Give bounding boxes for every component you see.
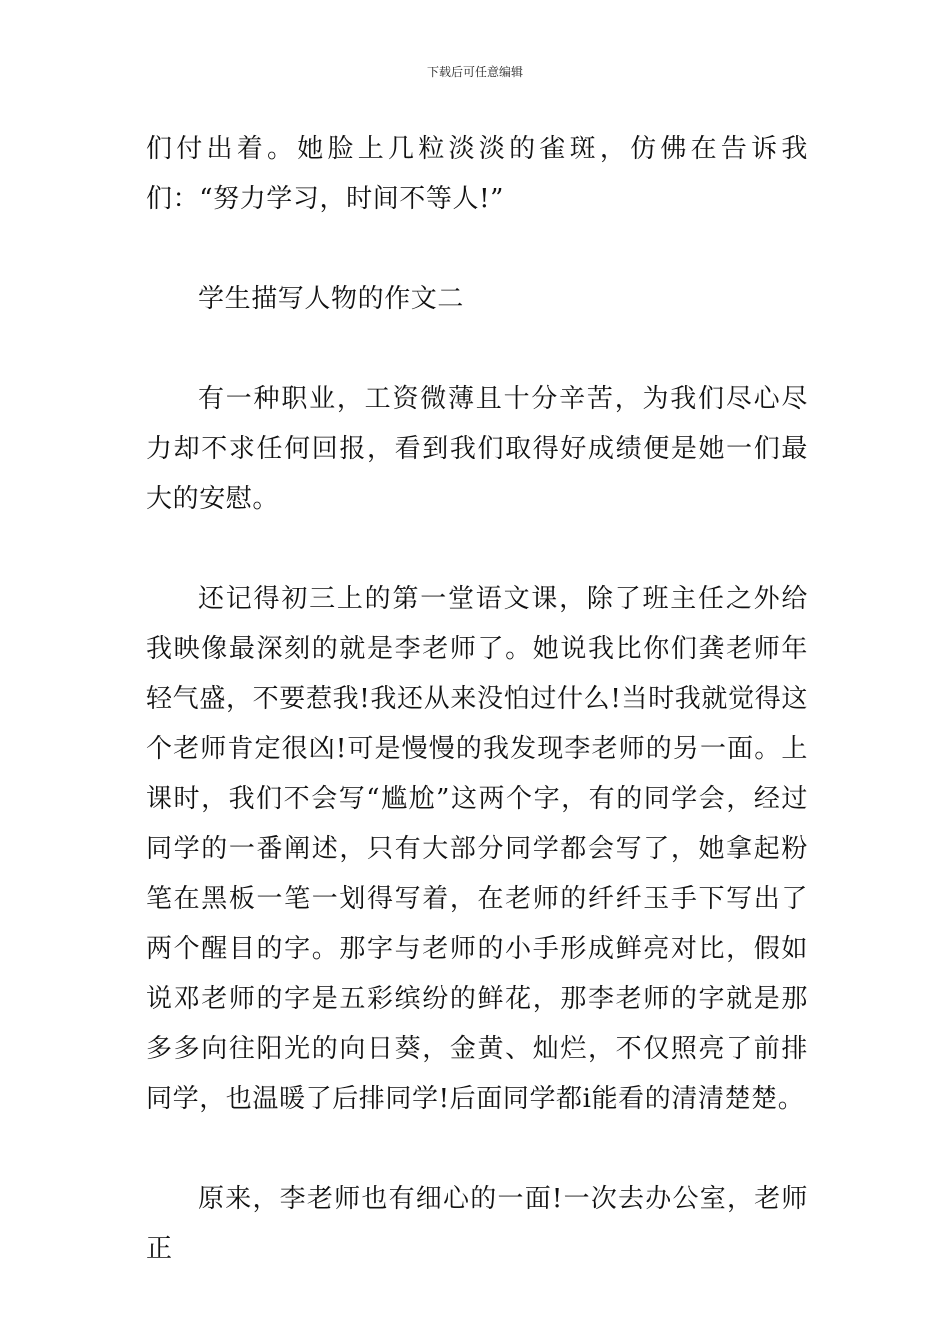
document-body [146, 124, 808, 1274]
paragraph-first-class: 还记得初三上的第一堂语文课，除了班主任之外给我映像最深刻的就是李老师了。她说我比你们龚老师年轻气盛，不要惹我!我还从来没怕过什么!当时我就觉得这个老师肯定很凶!可是慢慢的我发现李老师的另一面。上课时，我们不会写“尴尬”这两个字，有的同学会，经过同学的一番阐述，只有大部分同学都会写了，她拿起粉笔在黑板一笔一划得写着，在老师的纤纤玉手下写出了两个醒目的字。那字与老师的小手形成鲜亮对比，假如说邓老师的字是五彩缤纷的鲜花，那李老师的字就是那多多向往阳光的向日葵，金黄、灿烂，不仅照亮了前排同学，也温暖了后排同学!后面同学都i能看的清清楚楚。 [146, 584, 808, 1114]
paragraph-continuation: 们付出着。她脸上几粒淡淡的雀斑，仿佛在告诉我们：“努力学习，时间不等人!” [146, 134, 808, 214]
paragraph-intro: 有一种职业，工资微薄且十分辛苦，为我们尽心尽力却不求任何回报，看到我们取得好成绩便是她一们最大的安慰。 [146, 384, 808, 514]
page-header: 下载后可任意编辑 [426, 65, 523, 79]
paragraph-careful: 原来，李老师也有细心的一面!一次去办公室，老师正 [146, 1184, 808, 1264]
section-title: 学生描写人物的作文二 [198, 284, 465, 314]
